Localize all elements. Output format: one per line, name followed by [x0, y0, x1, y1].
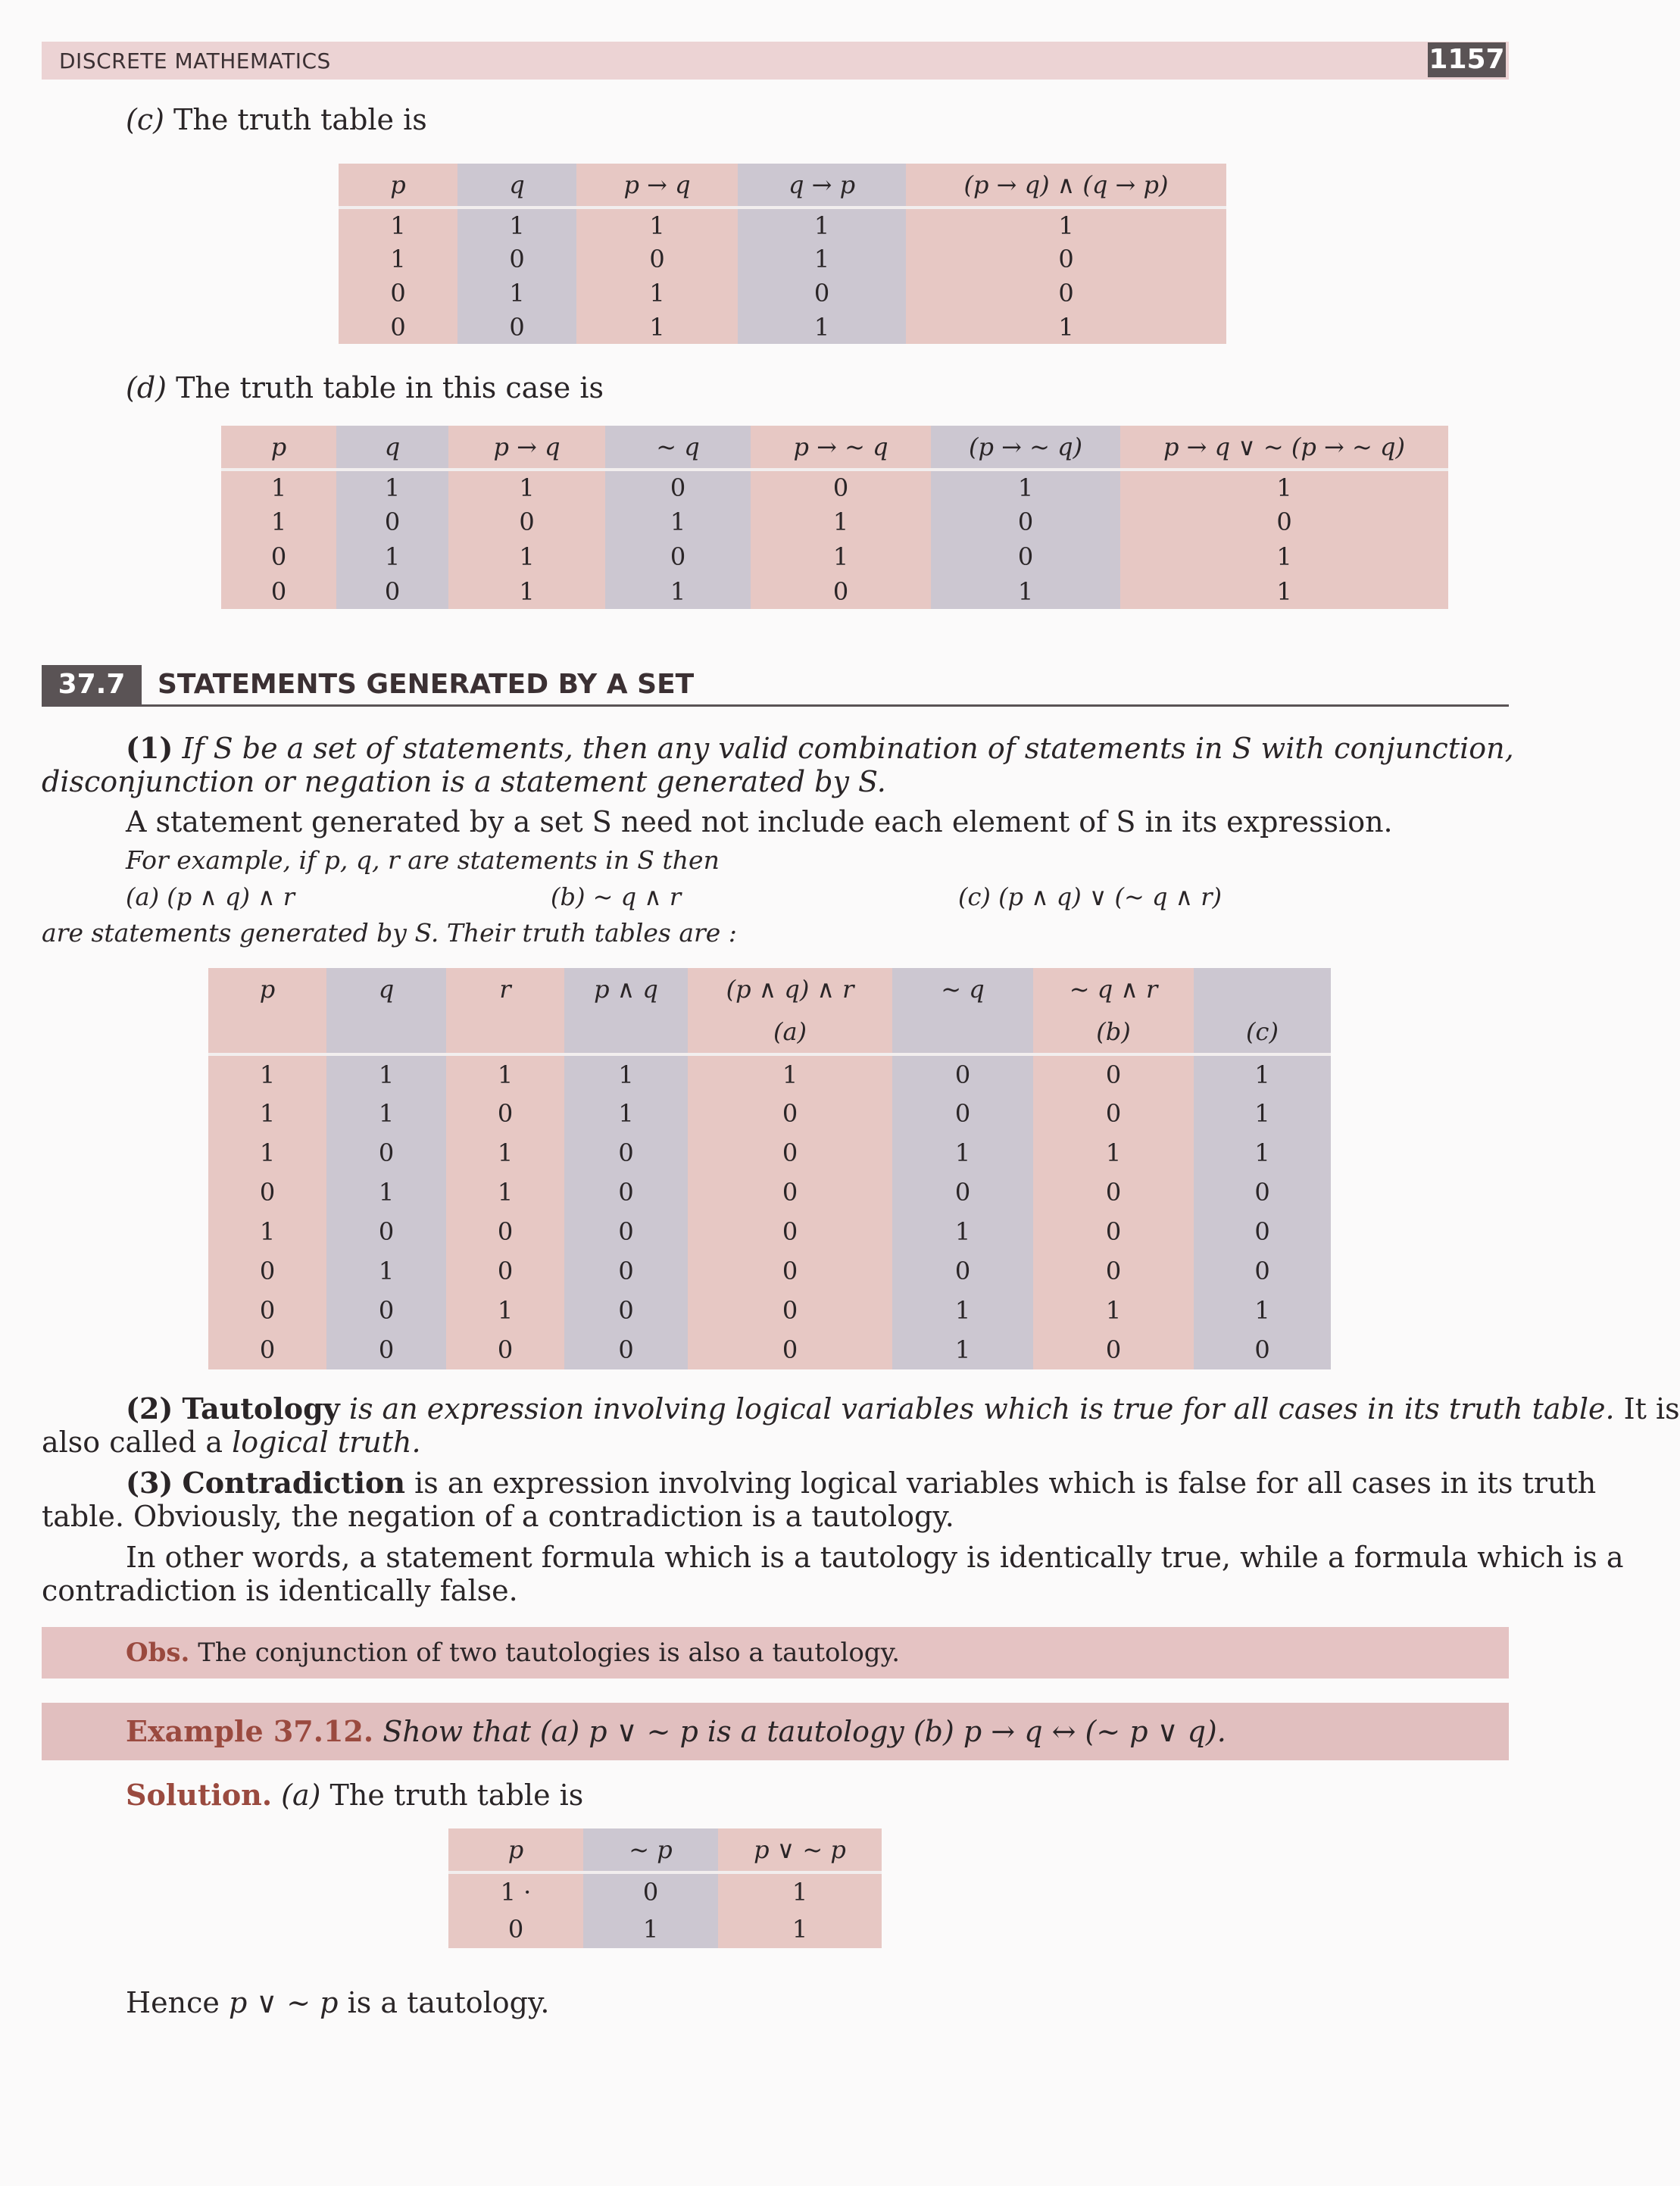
table-cell: 0 [446, 1251, 564, 1291]
part-d-intro: (d) The truth table in this case is [126, 371, 604, 404]
table-cell: 1 [1194, 1094, 1331, 1133]
table-row [339, 310, 1226, 344]
def1-line4: For example, if p, q, r are statements in S then [126, 845, 720, 875]
solution-conclusion: Hence p ∨ ~ p is a tautology. [126, 1986, 550, 2019]
table-cell: 0 [339, 310, 457, 344]
table-cell: 1 [221, 504, 336, 539]
part-c-intro: (c) The truth table is [126, 103, 427, 136]
example-a: (a) (p ∧ q) ∧ r [126, 882, 295, 911]
table-cell: 1 [326, 1173, 446, 1212]
table-header-row [221, 426, 1448, 470]
table-cell: 0 [1033, 1054, 1194, 1094]
table-cell: 1 [339, 208, 457, 242]
def3-line1: (3) Contradiction is an expression involving logical variables which is false for all cases in its truth [126, 1466, 1597, 1500]
column-header: p ∧ q [564, 968, 688, 1010]
table-row [208, 1212, 1331, 1251]
table-cell: 0 [208, 1291, 326, 1330]
def1-line1: (1) If S be a set of statements, then any valid combination of statements in S with conjunction, [126, 731, 1514, 765]
table-row [208, 1291, 1331, 1330]
table-cell: 0 [931, 504, 1120, 539]
column-header: ~ p [583, 1828, 718, 1872]
column-subheader: (a) [688, 1010, 892, 1054]
table-cell: 1 [738, 242, 906, 276]
table-cell: 0 [1194, 1251, 1331, 1291]
table-cell: 0 [1033, 1173, 1194, 1212]
table-cell: 1 [892, 1291, 1033, 1330]
table-cell: 0 [688, 1173, 892, 1212]
table-cell: 0 [1033, 1094, 1194, 1133]
table-cell: 1 [892, 1330, 1033, 1369]
table-cell: 1 [457, 276, 576, 310]
table-cell: 0 [688, 1330, 892, 1369]
truth-table-d [221, 426, 1448, 609]
table-cell: 0 [336, 504, 448, 539]
column-header: p [221, 426, 336, 470]
column-header: (p ∧ q) ∧ r [688, 968, 892, 1010]
table-cell: 0 [892, 1054, 1033, 1094]
table-cell: 1 [446, 1133, 564, 1173]
table-cell: 1 [457, 208, 576, 242]
section-rule [42, 704, 1509, 707]
table-cell: 1 [1033, 1291, 1194, 1330]
table-cell: 0 [688, 1212, 892, 1251]
table-cell: 1 [221, 470, 336, 504]
def2-line2: also called a logical truth. [42, 1426, 421, 1459]
table-cell: 1 [605, 504, 751, 539]
column-header: q [457, 164, 576, 208]
table-cell: 0 [738, 276, 906, 310]
truth-table-generated [208, 968, 1331, 1369]
table-row [339, 208, 1226, 242]
table-cell: 0 [1194, 1212, 1331, 1251]
table-cell: 0 [564, 1212, 688, 1251]
section-number: 37.7 [42, 665, 142, 704]
column-header: ~ q [605, 426, 751, 470]
table-cell: 1 [336, 470, 448, 504]
table-row [208, 1330, 1331, 1369]
table-row [221, 539, 1448, 574]
table-cell: 1 [931, 470, 1120, 504]
example-heading: Example 37.12. Show that (a) p ∨ ~ p is a tautology (b) p → q ↔ (~ p ∨ q). [126, 1714, 1226, 1748]
table-cell: 1 [1194, 1133, 1331, 1173]
table-cell: 1 [1033, 1133, 1194, 1173]
column-header: q [326, 968, 446, 1010]
table-cell: 1 [326, 1251, 446, 1291]
table-cell: 0 [208, 1330, 326, 1369]
table-cell: 1 [892, 1133, 1033, 1173]
column-header: p [448, 1828, 583, 1872]
table-row [448, 1910, 882, 1948]
table-cell: 0 [339, 276, 457, 310]
table-cell: 1 [738, 208, 906, 242]
table-cell: 1 [576, 310, 738, 344]
page-number: 1157 [1428, 42, 1506, 77]
table-cell: 1 [688, 1054, 892, 1094]
table-cell: 0 [326, 1291, 446, 1330]
table-cell: 1 [751, 504, 931, 539]
column-subheader [326, 1010, 446, 1054]
table-row [448, 1872, 882, 1910]
table-cell: 0 [326, 1133, 446, 1173]
table-cell: 0 [1194, 1330, 1331, 1369]
table-cell: 1 [564, 1094, 688, 1133]
column-subheader: (c) [1194, 1010, 1331, 1054]
table-cell: 1 [446, 1173, 564, 1212]
column-subheader [446, 1010, 564, 1054]
table-row [221, 470, 1448, 504]
table-cell: 0 [564, 1133, 688, 1173]
section-title: STATEMENTS GENERATED BY A SET [158, 669, 695, 700]
column-header: r [446, 968, 564, 1010]
column-subheader [564, 1010, 688, 1054]
column-header: p [208, 968, 326, 1010]
def1-line3: A statement generated by a set S need not include each element of S in its expression. [126, 805, 1393, 838]
table-cell: 0 [892, 1094, 1033, 1133]
table-cell: 0 [605, 470, 751, 504]
table-cell: 1 [892, 1212, 1033, 1251]
table-cell: 0 [751, 470, 931, 504]
table-cell: 1 [326, 1054, 446, 1094]
table-cell: 0 [564, 1330, 688, 1369]
column-header: p [339, 164, 457, 208]
truth-table-solution [448, 1828, 882, 1948]
column-subheader [892, 1010, 1033, 1054]
def3-line3: In other words, a statement formula which is a tautology is identically true, while a formula which is a [126, 1541, 1624, 1574]
table-cell: 1 [605, 574, 751, 609]
table-cell: 1 · [448, 1872, 583, 1910]
column-header: q → p [738, 164, 906, 208]
table-cell: 1 [208, 1212, 326, 1251]
def2-line1: (2) Tautology is an expression involving logical variables which is true for all cases in its truth table. It is [126, 1391, 1680, 1426]
running-header-title: DISCRETE MATHEMATICS [59, 48, 331, 73]
table-row [208, 1094, 1331, 1133]
table-cell: 0 [1194, 1173, 1331, 1212]
column-header: (p → q) ∧ (q → p) [906, 164, 1226, 208]
table-cell: 1 [906, 208, 1226, 242]
table-cell: 1 [751, 539, 931, 574]
table-cell: 0 [688, 1291, 892, 1330]
column-header: p → q [448, 426, 605, 470]
table-cell: 0 [1033, 1330, 1194, 1369]
table-cell: 0 [605, 539, 751, 574]
table-cell: 0 [906, 242, 1226, 276]
table-cell: 1 [931, 574, 1120, 609]
table-cell: 0 [221, 574, 336, 609]
column-header: p → q ∨ ~ (p → ~ q) [1120, 426, 1448, 470]
column-header: q [336, 426, 448, 470]
table-cell: 0 [576, 242, 738, 276]
table-cell: 0 [892, 1251, 1033, 1291]
truth-table-c [339, 164, 1226, 344]
table-cell: 0 [688, 1251, 892, 1291]
table-row [221, 504, 1448, 539]
table-cell: 1 [446, 1291, 564, 1330]
table-cell: 1 [906, 310, 1226, 344]
column-header: ~ q [892, 968, 1033, 1010]
table-cell: 0 [221, 539, 336, 574]
table-cell: 1 [576, 208, 738, 242]
table-cell: 0 [448, 1910, 583, 1948]
def3-line2: table. Obviously, the negation of a contradiction is a tautology. [42, 1500, 954, 1533]
table-cell: 1 [583, 1910, 718, 1948]
table-cell: 0 [457, 242, 576, 276]
table-cell: 0 [583, 1872, 718, 1910]
column-header [1194, 968, 1331, 1010]
table-cell: 1 [1194, 1054, 1331, 1094]
table-cell: 0 [564, 1173, 688, 1212]
table-row [221, 574, 1448, 609]
table-cell: 0 [688, 1133, 892, 1173]
table-cell: 1 [718, 1910, 882, 1948]
column-header: p → ~ q [751, 426, 931, 470]
table-cell: 1 [718, 1872, 882, 1910]
table-cell: 0 [446, 1330, 564, 1369]
table-cell: 0 [564, 1251, 688, 1291]
observation: Obs. The conjunction of two tautologies is also a tautology. [126, 1638, 901, 1668]
table-cell: 0 [1120, 504, 1448, 539]
column-header: ~ q ∧ r [1033, 968, 1194, 1010]
table-cell: 1 [208, 1094, 326, 1133]
table-row [208, 1133, 1331, 1173]
table-cell: 0 [564, 1291, 688, 1330]
table-cell: 0 [208, 1173, 326, 1212]
table-cell: 1 [339, 242, 457, 276]
column-subheader [208, 1010, 326, 1054]
table-subheader-row [208, 1010, 1331, 1054]
def1-line2: disconjunction or negation is a statement generated by S. [42, 765, 886, 798]
table-cell: 1 [448, 470, 605, 504]
table-row [208, 1251, 1331, 1291]
column-header: p → q [576, 164, 738, 208]
table-cell: 0 [751, 574, 931, 609]
table-cell: 1 [448, 539, 605, 574]
column-subheader: (b) [1033, 1010, 1194, 1054]
example-b: (b) ~ q ∧ r [551, 882, 682, 911]
table-cell: 1 [448, 574, 605, 609]
table-cell: 0 [457, 310, 576, 344]
column-header: (p → ~ q) [931, 426, 1120, 470]
table-cell: 0 [448, 504, 605, 539]
def1-line5: are statements generated by S. Their truth tables are : [42, 918, 737, 948]
table-cell: 1 [336, 539, 448, 574]
table-cell: 0 [931, 539, 1120, 574]
def3-line4: contradiction is identically false. [42, 1574, 518, 1607]
table-cell: 1 [208, 1133, 326, 1173]
column-header: p ∨ ~ p [718, 1828, 882, 1872]
table-cell: 1 [1120, 470, 1448, 504]
example-c: (c) (p ∧ q) ∨ (~ q ∧ r) [958, 882, 1223, 911]
table-cell: 0 [446, 1212, 564, 1251]
table-cell: 1 [1120, 539, 1448, 574]
table-row [208, 1173, 1331, 1212]
table-row [208, 1054, 1331, 1094]
table-cell: 0 [208, 1251, 326, 1291]
table-row [339, 276, 1226, 310]
table-cell: 0 [1033, 1251, 1194, 1291]
table-cell: 0 [1033, 1212, 1194, 1251]
table-cell: 1 [564, 1054, 688, 1094]
table-header-row [339, 164, 1226, 208]
table-row [339, 242, 1226, 276]
table-header-row [208, 968, 1331, 1010]
table-cell: 0 [906, 276, 1226, 310]
table-cell: 1 [1194, 1291, 1331, 1330]
table-cell: 0 [688, 1094, 892, 1133]
table-cell: 0 [326, 1212, 446, 1251]
table-header-row [448, 1828, 882, 1872]
table-cell: 1 [208, 1054, 326, 1094]
table-cell: 0 [326, 1330, 446, 1369]
table-cell: 1 [1120, 574, 1448, 609]
table-cell: 1 [738, 310, 906, 344]
table-cell: 0 [892, 1173, 1033, 1212]
table-cell: 1 [576, 276, 738, 310]
table-cell: 1 [326, 1094, 446, 1133]
table-cell: 1 [446, 1054, 564, 1094]
table-cell: 0 [336, 574, 448, 609]
table-cell: 0 [446, 1094, 564, 1133]
solution-intro: Solution. (a) The truth table is [126, 1778, 584, 1812]
